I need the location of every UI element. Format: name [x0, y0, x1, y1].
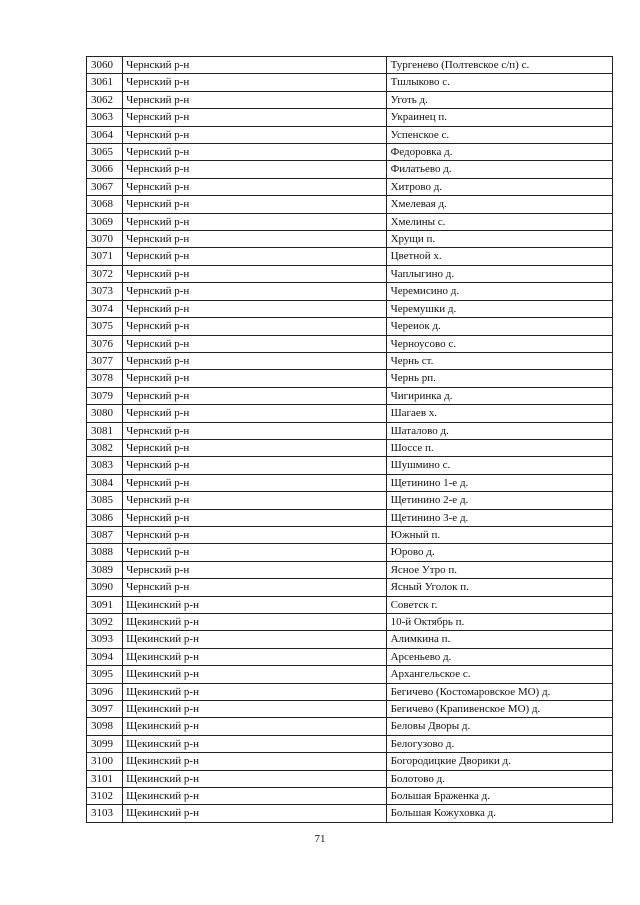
locality-cell: Хрущи п. — [386, 231, 612, 248]
district-cell: Щекинский р-н — [123, 718, 387, 735]
row-number-cell: 3083 — [87, 457, 123, 474]
district-cell: Щекинский р-н — [123, 683, 387, 700]
table-row — [87, 439, 613, 456]
locality-cell: Тургенево (Полтевское с/п) с. — [386, 57, 612, 74]
district-cell: Чернский р-н — [123, 474, 387, 491]
row-number-cell: 3103 — [87, 805, 123, 822]
row-number-cell: 3098 — [87, 718, 123, 735]
row-number-cell: 3102 — [87, 788, 123, 805]
locality-cell: Щетинино 2-е д. — [386, 492, 612, 509]
row-number-cell: 3101 — [87, 770, 123, 787]
row-number-cell: 3068 — [87, 196, 123, 213]
locality-cell: Советск г. — [386, 596, 612, 613]
table-row — [87, 196, 613, 213]
district-cell: Щекинский р-н — [123, 735, 387, 752]
table-row — [87, 561, 613, 578]
table-row — [87, 213, 613, 230]
locality-cell: Болотово д. — [386, 770, 612, 787]
locality-cell: Ясный Уголок п. — [386, 579, 612, 596]
table-row — [87, 579, 613, 596]
district-cell: Щекинский р-н — [123, 614, 387, 631]
row-number-cell: 3093 — [87, 631, 123, 648]
table-row — [87, 74, 613, 91]
district-cell: Щекинский р-н — [123, 805, 387, 822]
locality-cell: Ясное Утро п. — [386, 561, 612, 578]
row-number-cell: 3086 — [87, 509, 123, 526]
locality-cell: Уготь д. — [386, 91, 612, 108]
district-cell: Чернский р-н — [123, 161, 387, 178]
table-row — [87, 631, 613, 648]
row-number-cell: 3096 — [87, 683, 123, 700]
locality-cell: Череиок д. — [386, 318, 612, 335]
row-number-cell: 3063 — [87, 109, 123, 126]
locality-cell: Хитрово д. — [386, 178, 612, 195]
locality-cell: Бегичево (Крапивенское МО) д. — [386, 701, 612, 718]
table-row — [87, 596, 613, 613]
district-cell: Чернский р-н — [123, 405, 387, 422]
table-row — [87, 178, 613, 195]
district-cell: Чернский р-н — [123, 387, 387, 404]
district-cell: Чернский р-н — [123, 248, 387, 265]
row-number-cell: 3074 — [87, 300, 123, 317]
locality-table-body — [87, 57, 613, 823]
table-row — [87, 474, 613, 491]
row-number-cell: 3100 — [87, 753, 123, 770]
locality-cell: 10-й Октябрь п. — [386, 614, 612, 631]
district-cell: Чернский р-н — [123, 544, 387, 561]
table-row — [87, 231, 613, 248]
row-number-cell: 3091 — [87, 596, 123, 613]
district-cell: Чернский р-н — [123, 265, 387, 282]
row-number-cell: 3075 — [87, 318, 123, 335]
row-number-cell: 3089 — [87, 561, 123, 578]
row-number-cell: 3087 — [87, 526, 123, 543]
table-row — [87, 161, 613, 178]
table-row — [87, 805, 613, 822]
locality-cell: Шагаев х. — [386, 405, 612, 422]
row-number-cell: 3081 — [87, 422, 123, 439]
table-row — [87, 648, 613, 665]
district-cell: Чернский р-н — [123, 126, 387, 143]
table-row — [87, 666, 613, 683]
locality-cell: Чигиринка д. — [386, 387, 612, 404]
row-number-cell: 3073 — [87, 283, 123, 300]
table-row — [87, 248, 613, 265]
table-row — [87, 788, 613, 805]
row-number-cell: 3069 — [87, 213, 123, 230]
table-row — [87, 492, 613, 509]
locality-cell: Щетинино 1-е д. — [386, 474, 612, 491]
locality-cell: Щетинино 3-е д. — [386, 509, 612, 526]
table-row — [87, 91, 613, 108]
district-cell: Щекинский р-н — [123, 596, 387, 613]
locality-cell: Хмелины с. — [386, 213, 612, 230]
table-row — [87, 57, 613, 74]
district-cell: Чернский р-н — [123, 561, 387, 578]
district-cell: Чернский р-н — [123, 526, 387, 543]
district-cell: Щекинский р-н — [123, 753, 387, 770]
district-cell: Щекинский р-н — [123, 648, 387, 665]
district-cell: Чернский р-н — [123, 57, 387, 74]
table-row — [87, 770, 613, 787]
locality-cell: Черемисино д. — [386, 283, 612, 300]
district-cell: Чернский р-н — [123, 422, 387, 439]
row-number-cell: 3085 — [87, 492, 123, 509]
locality-cell: Хмелевая д. — [386, 196, 612, 213]
district-cell: Чернский р-н — [123, 335, 387, 352]
locality-cell: Шаталово д. — [386, 422, 612, 439]
table-row — [87, 265, 613, 282]
table-row — [87, 109, 613, 126]
locality-cell: Черемушки д. — [386, 300, 612, 317]
table-row — [87, 701, 613, 718]
district-cell: Чернский р-н — [123, 352, 387, 369]
table-row — [87, 526, 613, 543]
locality-cell: Шоссе п. — [386, 439, 612, 456]
locality-cell: Арсеньево д. — [386, 648, 612, 665]
locality-cell: Южный п. — [386, 526, 612, 543]
row-number-cell: 3071 — [87, 248, 123, 265]
locality-cell: Большая Браженка д. — [386, 788, 612, 805]
row-number-cell: 3082 — [87, 439, 123, 456]
district-cell: Чернский р-н — [123, 492, 387, 509]
table-row — [87, 387, 613, 404]
table-row — [87, 283, 613, 300]
table-row — [87, 422, 613, 439]
district-cell: Чернский р-н — [123, 213, 387, 230]
table-row — [87, 370, 613, 387]
row-number-cell: 3065 — [87, 144, 123, 161]
row-number-cell: 3067 — [87, 178, 123, 195]
district-cell: Щекинский р-н — [123, 701, 387, 718]
district-cell: Чернский р-н — [123, 144, 387, 161]
table-row — [87, 352, 613, 369]
table-row — [87, 614, 613, 631]
locality-cell: Федоровка д. — [386, 144, 612, 161]
row-number-cell: 3078 — [87, 370, 123, 387]
row-number-cell: 3092 — [87, 614, 123, 631]
locality-cell: Филатьево д. — [386, 161, 612, 178]
row-number-cell: 3090 — [87, 579, 123, 596]
table-row — [87, 509, 613, 526]
table-row — [87, 318, 613, 335]
locality-cell: Большая Кожуховка д. — [386, 805, 612, 822]
district-cell: Щекинский р-н — [123, 666, 387, 683]
locality-cell: Чернь ст. — [386, 352, 612, 369]
row-number-cell: 3060 — [87, 57, 123, 74]
row-number-cell: 3088 — [87, 544, 123, 561]
district-cell: Чернский р-н — [123, 231, 387, 248]
row-number-cell: 3077 — [87, 352, 123, 369]
row-number-cell: 3099 — [87, 735, 123, 752]
district-cell: Щекинский р-н — [123, 788, 387, 805]
table-row — [87, 544, 613, 561]
table-row — [87, 735, 613, 752]
table-row — [87, 144, 613, 161]
table-row — [87, 683, 613, 700]
row-number-cell: 3072 — [87, 265, 123, 282]
locality-cell: Алимкина п. — [386, 631, 612, 648]
row-number-cell: 3070 — [87, 231, 123, 248]
table-row — [87, 335, 613, 352]
district-cell: Чернский р-н — [123, 579, 387, 596]
locality-cell: Белогузово д. — [386, 735, 612, 752]
table-row — [87, 457, 613, 474]
district-cell: Чернский р-н — [123, 74, 387, 91]
district-cell: Чернский р-н — [123, 509, 387, 526]
locality-cell: Чаплыгино д. — [386, 265, 612, 282]
row-number-cell: 3076 — [87, 335, 123, 352]
table-row — [87, 126, 613, 143]
district-cell: Щекинский р-н — [123, 770, 387, 787]
district-cell: Чернский р-н — [123, 109, 387, 126]
locality-table — [86, 56, 613, 823]
row-number-cell: 3094 — [87, 648, 123, 665]
district-cell: Чернский р-н — [123, 318, 387, 335]
row-number-cell: 3062 — [87, 91, 123, 108]
district-cell: Чернский р-н — [123, 283, 387, 300]
locality-cell: Архангельское с. — [386, 666, 612, 683]
row-number-cell: 3061 — [87, 74, 123, 91]
district-cell: Чернский р-н — [123, 196, 387, 213]
locality-cell: Успенское с. — [386, 126, 612, 143]
district-cell: Чернский р-н — [123, 178, 387, 195]
district-cell: Чернский р-н — [123, 439, 387, 456]
row-number-cell: 3080 — [87, 405, 123, 422]
locality-cell: Беловы Дворы д. — [386, 718, 612, 735]
locality-cell: Бегичево (Костомаровское МО) д. — [386, 683, 612, 700]
district-cell: Чернский р-н — [123, 300, 387, 317]
locality-cell: Украинец п. — [386, 109, 612, 126]
table-row — [87, 718, 613, 735]
row-number-cell: 3079 — [87, 387, 123, 404]
row-number-cell: 3066 — [87, 161, 123, 178]
table-row — [87, 753, 613, 770]
locality-cell: Цветной х. — [386, 248, 612, 265]
district-cell: Чернский р-н — [123, 370, 387, 387]
district-cell: Чернский р-н — [123, 91, 387, 108]
locality-cell: Чернь рп. — [386, 370, 612, 387]
table-row — [87, 300, 613, 317]
locality-cell: Юрово д. — [386, 544, 612, 561]
table-row — [87, 405, 613, 422]
page-number: 71 — [314, 833, 326, 845]
row-number-cell: 3095 — [87, 666, 123, 683]
locality-cell: Тшлыково с. — [386, 74, 612, 91]
row-number-cell: 3064 — [87, 126, 123, 143]
locality-cell: Шушмино с. — [386, 457, 612, 474]
row-number-cell: 3097 — [87, 701, 123, 718]
locality-cell: Черноусово с. — [386, 335, 612, 352]
district-cell: Чернский р-н — [123, 457, 387, 474]
row-number-cell: 3084 — [87, 474, 123, 491]
locality-cell: Богородицкие Дворики д. — [386, 753, 612, 770]
district-cell: Щекинский р-н — [123, 631, 387, 648]
